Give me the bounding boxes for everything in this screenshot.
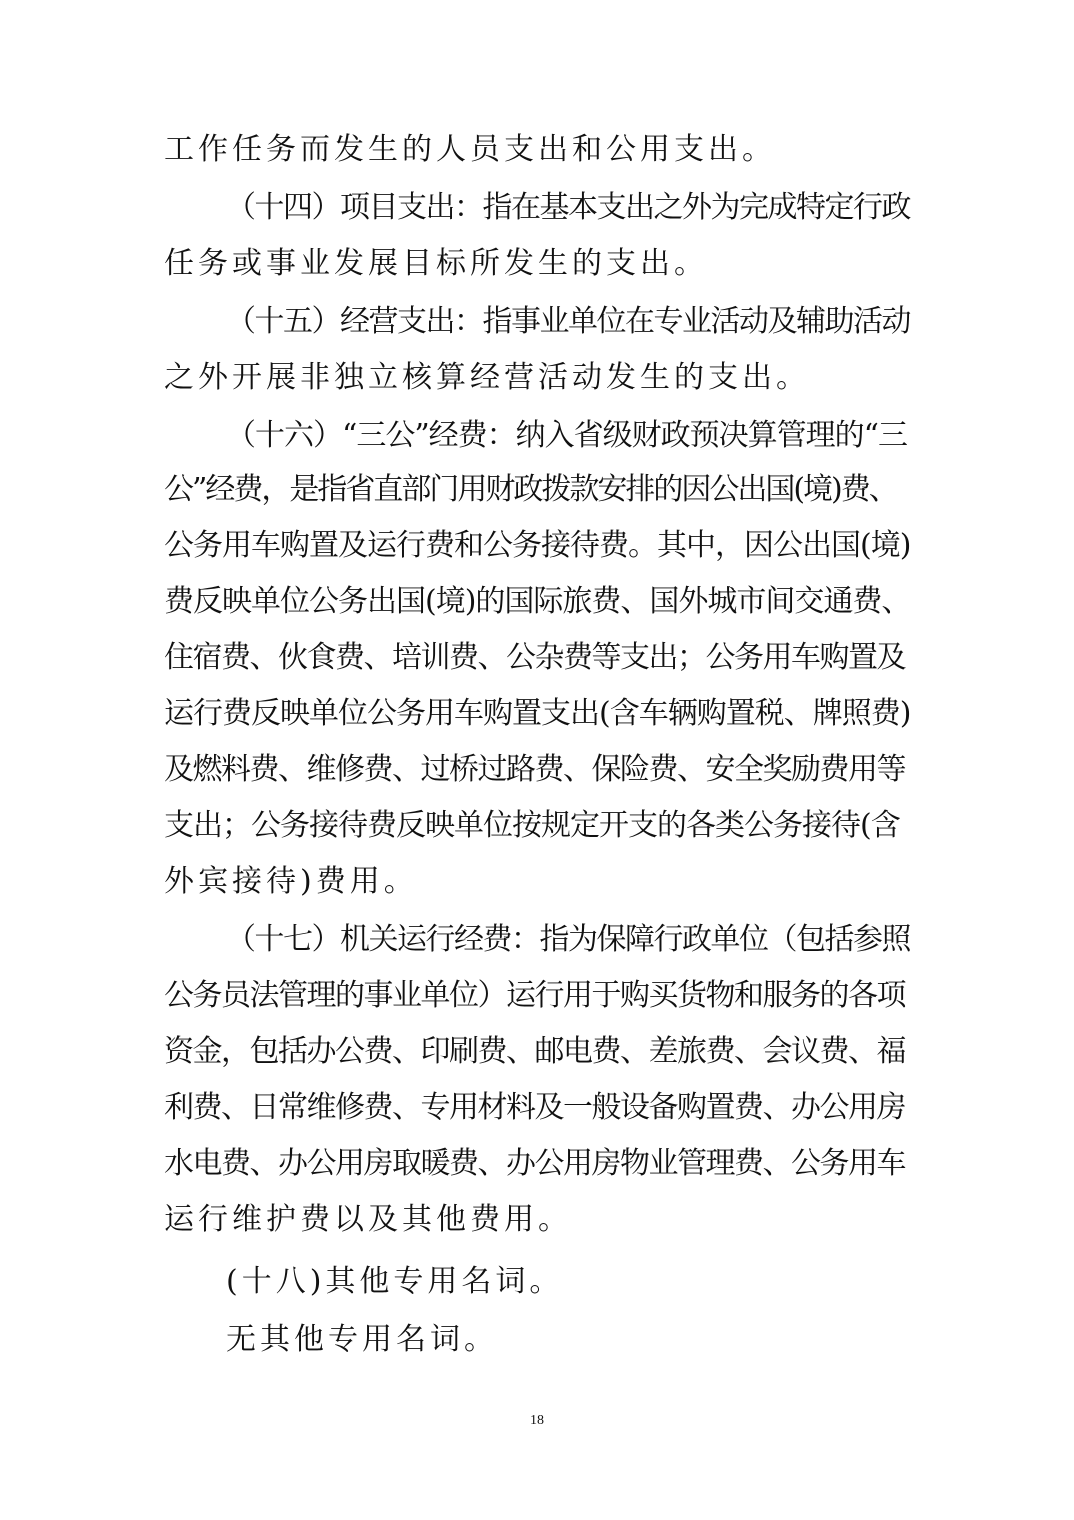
- text-line: 支出；公务接待费反映单位按规定开支的各类公务接待(含: [164, 808, 900, 843]
- text-line: 公务员法管理的事业单位）运行用于购买货物和服务的各项: [164, 978, 905, 1013]
- text-line: 无其他专用名词。: [226, 1322, 498, 1357]
- text-line: 资金，包括办公费、印刷费、邮电费、差旅费、会议费、福: [164, 1034, 905, 1069]
- text-line: 之外开展非独立核算经营活动发生的支出。: [164, 360, 810, 395]
- text-line: 运行费反映单位公务用车购置支出(含车辆购置税、牌照费): [164, 696, 911, 731]
- text-line: （十五）经营支出：指事业单位在专业活动及辅助活动: [226, 304, 910, 339]
- text-line: 外宾接待)费用。: [164, 864, 418, 899]
- text-line: （十四）项目支出：指在基本支出之外为完成特定行政: [226, 190, 910, 225]
- text-line: 公务用车购置及运行费和公务接待费。其中，因公出国(境): [164, 528, 911, 563]
- text-line: 公”经费，是指省直部门用财政拨款安排的因公出国(境)费、: [164, 472, 897, 507]
- text-line: （十七）机关运行经费：指为保障行政单位（包括参照: [226, 922, 910, 957]
- text-line: 水电费、办公用房取暖费、办公用房物业管理费、公务用车: [164, 1146, 905, 1181]
- text-line: 利费、日常维修费、专用材料及一般设备购置费、办公用房: [164, 1090, 905, 1125]
- text-line: 费反映单位公务出国(境)的国际旅费、国外城市间交通费、: [164, 584, 911, 619]
- text-line: （十六）“三公”经费：纳入省级财政预决算管理的“三: [226, 418, 908, 453]
- text-line: 工作任务而发生的人员支出和公用支出。: [164, 132, 776, 167]
- text-line: 运行维护费以及其他费用。: [164, 1202, 572, 1237]
- text-line: (十八)其他专用名词。: [226, 1264, 564, 1299]
- text-line: 及燃料费、维修费、过桥过路费、保险费、安全奖励费用等: [164, 752, 905, 787]
- text-line: 住宿费、伙食费、培训费、公杂费等支出；公务用车购置及: [164, 640, 905, 675]
- page-number: 18: [530, 1413, 544, 1428]
- text-line: 任务或事业发展目标所发生的支出。: [164, 246, 708, 281]
